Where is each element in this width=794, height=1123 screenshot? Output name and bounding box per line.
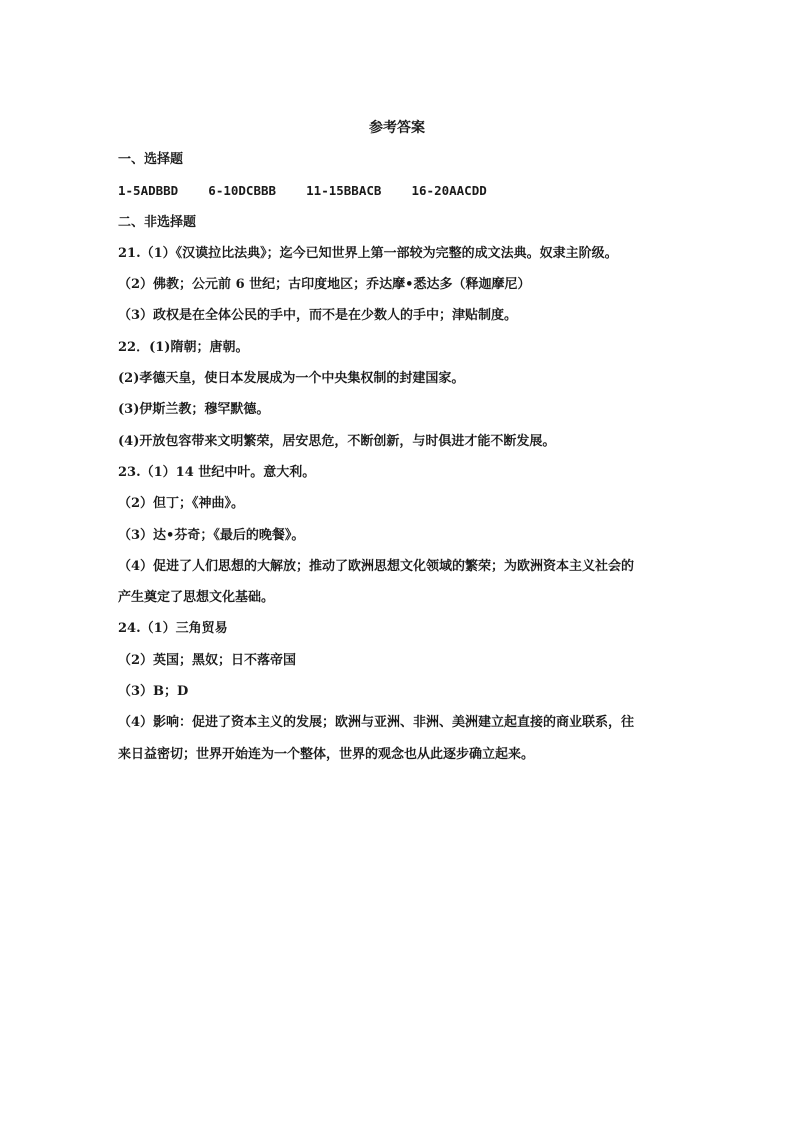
answer-content (118, 144, 678, 770)
answer-22-4: (4)开放包容带来文明繁荣，居安思危，不断创新，与时俱进才能不断发展。 (118, 433, 556, 449)
answer-24-2: （2）英国；黑奴；日不落帝国 (118, 652, 297, 668)
section-heading-multiple-choice: 一、选择题 (118, 152, 184, 167)
answer-24-1: 24.（1）三角贸易 (118, 621, 228, 637)
answer-23-2: （2）但丁；《神曲》。 (118, 496, 245, 512)
answer-23-3: （3）达•芬奇；《最后的晚餐》。 (118, 527, 305, 543)
answer-22-2: (2)孝德天皇，使日本发展成为一个中央集权制的封建国家。 (118, 371, 465, 387)
answer-23-4: （4）促进了人们思想的大解放；推动了欧洲思想文化领域的繁荣；为欧洲资本主义社会的 (118, 558, 635, 574)
answer-23-4-continued: 产生奠定了思想文化基础。 (118, 590, 275, 606)
answer-24-3: （3）B；D (118, 684, 189, 700)
answer-22-1: 22．(1)隋朝；唐朝。 (118, 339, 249, 355)
answer-23-1: 23.（1）14 世纪中叶。意大利。 (118, 464, 316, 480)
answer-24-4-continued: 来日益密切；世界开始连为一个整体，世界的观念也从此逐步确立起来。 (118, 746, 535, 762)
answer-21-2: （2）佛教；公元前 6 世纪；古印度地区；乔达摩•悉达多（释迦摩尼） (118, 277, 531, 293)
page-title: 参考答案 (369, 120, 425, 136)
section-heading-non-choice: 二、非选择题 (118, 214, 197, 230)
answer-21-1: 21.（1）《汉谟拉比法典》；迄今已知世界上第一部较为完整的成文法典。奴隶主阶级。 (118, 245, 618, 261)
multiple-choice-answers: 1-5ADBBD 6-10DCBBB 11-15BBACB 16-20AACDD (118, 183, 487, 199)
answer-21-3: （3）政权是在全体公民的手中，而不是在少数人的手中；津贴制度。 (118, 308, 518, 324)
answer-24-4: （4）影响：促进了资本主义的发展；欧洲与亚洲、非洲、美洲建立起直接的商业联系，往 (118, 715, 635, 731)
answer-22-3: (3)伊斯兰教；穆罕默德。 (118, 402, 270, 418)
